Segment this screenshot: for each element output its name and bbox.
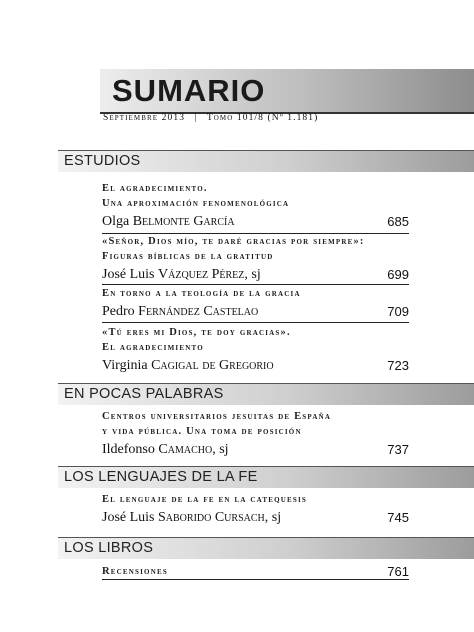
toc-entry[interactable]: [102, 325, 409, 375]
section-label: LOS LENGUAJES DE LA FE: [64, 469, 258, 485]
topic-line: «Tú eres mi Dios, te doy gracias».: [102, 327, 291, 338]
topic-line: El agradecimiento.: [102, 183, 208, 194]
topic-line: En torno a la teología de la gracia: [102, 288, 301, 299]
entry-topic: [102, 234, 409, 264]
entry-author: Ildefonso Camacho, sj: [102, 442, 229, 457]
topic-line: El lenguaje de la fe en la catequesis: [102, 494, 308, 505]
entry-page-number: 745: [387, 510, 409, 525]
section-label: ESTUDIOS: [64, 153, 141, 169]
toc-entry[interactable]: [102, 562, 409, 581]
issue-info: [103, 113, 318, 123]
entry-author: Pedro Fernández Castelao: [102, 304, 259, 319]
toc-entry[interactable]: [102, 234, 409, 284]
issue-volume: Tomo 101/8 (Nº 1.181): [206, 113, 319, 123]
section-header-los-lenguajes-de-la-fe: [58, 466, 474, 488]
toc-entry[interactable]: [102, 409, 409, 459]
issue-date: Septiembre 2013: [103, 113, 186, 123]
section-header-estudios: [58, 150, 474, 172]
entry-topic: [102, 409, 409, 439]
section-label: LOS LIBROS: [64, 540, 154, 556]
entry-topic: [102, 286, 409, 301]
entry-divider: [102, 322, 409, 323]
topic-line: El agradecimiento: [102, 342, 204, 353]
entry-topic: [102, 181, 409, 211]
issue-separator: |: [194, 113, 198, 123]
section-label: EN POCAS PALABRAS: [64, 386, 224, 402]
entry-author: José Luis Vázquez Pérez, sj: [102, 267, 261, 282]
topic-line: y vida pública. Una toma de posición: [102, 426, 302, 437]
toc-entry[interactable]: [102, 492, 409, 527]
entry-divider: [102, 284, 409, 285]
entry-page-number: 685: [387, 214, 409, 229]
entry-page-number: 723: [387, 358, 409, 373]
entry-divider: [102, 579, 409, 580]
entry-author: José Luis Saborido Cursach, sj: [102, 510, 282, 525]
entry-author: Olga Belmonte García: [102, 214, 235, 229]
toc-entry[interactable]: [102, 286, 409, 321]
topic-line: Una aproximación fenomenológica: [102, 198, 290, 209]
topic-line: «Señor, Dios mío, te daré gracias por siempre»:: [102, 236, 365, 247]
entry-page-number: 761: [387, 564, 409, 579]
topic-line: Figuras bíblicas de la gratitud: [102, 251, 274, 262]
toc-entry[interactable]: [102, 181, 409, 231]
section-header-los-libros: [58, 537, 474, 559]
entry-page-number: 737: [387, 442, 409, 457]
section-header-en-pocas-palabras: [58, 383, 474, 405]
entry-topic: [102, 325, 409, 355]
entry-topic: Recensiones: [102, 566, 168, 577]
entry-author: Virginia Cagigal de Gregorio: [102, 358, 274, 373]
entry-page-number: 699: [387, 267, 409, 282]
entry-topic: [102, 492, 409, 507]
entry-page-number: 709: [387, 304, 409, 319]
page-title: SUMARIO: [112, 73, 266, 108]
topic-line: Centros universitarios jesuitas de España: [102, 411, 332, 422]
